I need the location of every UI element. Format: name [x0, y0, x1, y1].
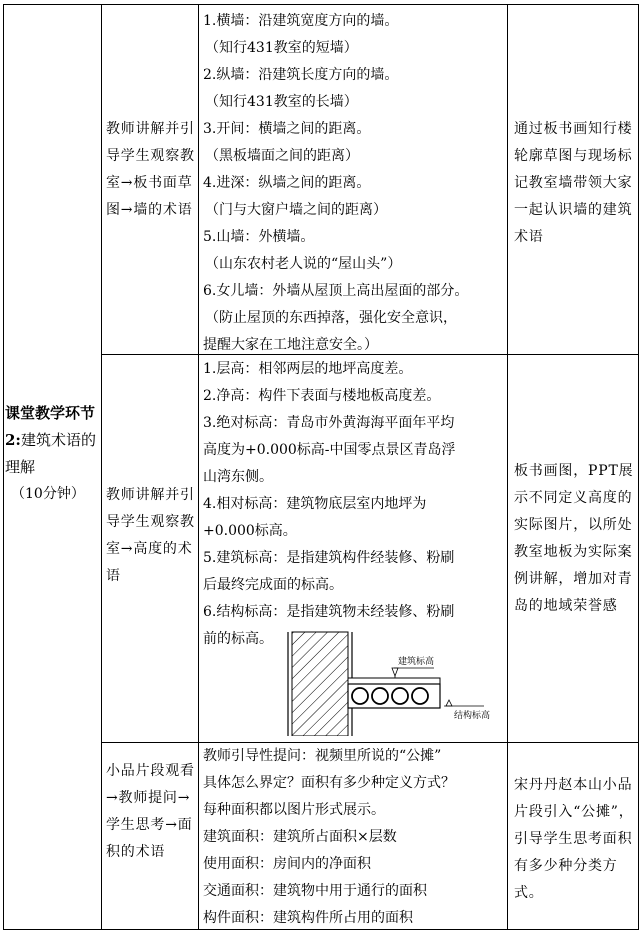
content-line: 具体怎么界定？面积有多少种定义方式？ — [203, 775, 455, 791]
floor-slab — [348, 678, 440, 708]
content-line: 4.进深：纵墙之间的距离。 — [203, 175, 371, 191]
content-line: 5.建筑标高：是指建筑构件经装修、粉刷 — [203, 550, 455, 566]
section-3-intent: 宋丹丹赵本山小品片段引入“公摊”，引导学生思考面积有多少种分类方式。 — [514, 777, 634, 901]
section-2-intent: 板书画图，PPT展示不同定义高度的实际图片，以所处教室地板为实际案例讲解，增加对青岛的地域荣誉感 — [514, 463, 634, 614]
building-elevation-label: 建筑标高 — [398, 657, 435, 667]
section-3-activity: 小品片段观看→教师提问→学生思考→面积的术语 — [106, 763, 195, 860]
content-line: （黑板墙面之间的距离） — [205, 148, 359, 164]
section-1-intent: 通过板书画知行楼轮廓草图与现场标记教室墙带领大家一起认识墙的建筑术语 — [514, 121, 633, 245]
content-line: （知行431教室的短墙） — [205, 40, 358, 56]
section-1-content — [203, 8, 503, 359]
content-line: 教师引导性提问：视频里所说的“公摊” — [203, 748, 442, 764]
table-border-left — [3, 4, 4, 929]
wall-section — [288, 632, 352, 736]
column-divider-3 — [507, 4, 508, 929]
section-3-content — [203, 743, 503, 932]
column-divider-1 — [101, 4, 102, 929]
content-line: （门与大窗户墙之间的距离） — [205, 202, 387, 218]
content-line: 1.横墙：沿建筑宽度方向的墙。 — [203, 13, 399, 29]
table-border-top — [3, 4, 639, 5]
content-line: 山湾东侧。 — [203, 469, 273, 485]
column-divider-2 — [198, 4, 199, 929]
content-line: 6.女儿墙：外墙从屋顶上高出屋面的部分。 — [203, 283, 469, 299]
content-line: 5.山墙：外横墙。 — [203, 229, 315, 245]
content-line: 3.绝对标高：青岛市外黄海海平面年平均 — [203, 415, 455, 431]
stage-title-bold: 课堂教学环节2: — [5, 404, 96, 449]
stage-title — [5, 400, 101, 481]
content-line: 2.纵墙：沿建筑长度方向的墙。 — [203, 67, 399, 83]
section-1-activity: 教师讲解并引导学生观察教室→板书面草图→墙的术语 — [106, 121, 195, 218]
content-line: （山东农村老人说的“屋山头”） — [205, 256, 402, 272]
content-line: 4.相对标高：建筑物底层室内地坪为 — [203, 496, 427, 512]
building-elevation-marker — [392, 655, 434, 678]
stage-cell — [5, 400, 101, 508]
content-line: 3.开间：横墙之间的距离。 — [203, 121, 371, 137]
elevation-diagram — [284, 630, 504, 736]
content-line: 交通面积：建筑物中用于通行的面积 — [203, 883, 427, 899]
stage-title-rest: 建筑术语的理解 — [5, 431, 96, 476]
content-line: 6.结构标高：是指建筑物未经装修、粉刷 — [203, 604, 455, 620]
content-line: 前的标高。 — [203, 631, 273, 647]
content-line: 建筑面积：建筑所占面积×层数 — [203, 829, 397, 845]
section-2-content — [203, 356, 503, 653]
content-line: 构件面积：建筑构件所占用的面积 — [203, 910, 413, 926]
content-line: 1.层高：相邻两层的地坪高度差。 — [203, 361, 413, 377]
section-2-activity: 教师讲解并引导学生观察教室→高度的术语 — [106, 487, 195, 584]
content-line: 高度为+0.000标高-中国零点景区青岛浮 — [203, 442, 456, 458]
content-line: （防止屋顶的东西掉落，强化安全意识， — [205, 310, 457, 326]
content-line: 后最终完成面的标高。 — [203, 577, 343, 593]
content-line: 提醒大家在工地注意安全。） — [203, 337, 378, 353]
structural-elevation-marker — [444, 700, 490, 721]
structural-elevation-label: 结构标高 — [454, 711, 491, 721]
table-border-right — [638, 4, 639, 929]
content-line: 使用面积：房间内的净面积 — [203, 856, 371, 872]
stage-duration: （10分钟） — [11, 486, 85, 502]
content-line: （知行431教室的长墙） — [205, 94, 358, 110]
content-line: +0.000标高。 — [203, 523, 297, 539]
content-line: 2.净高：构件下表面与楼地板高度差。 — [203, 388, 441, 404]
content-line: 每种面积都以图片形式展示。 — [203, 802, 385, 818]
